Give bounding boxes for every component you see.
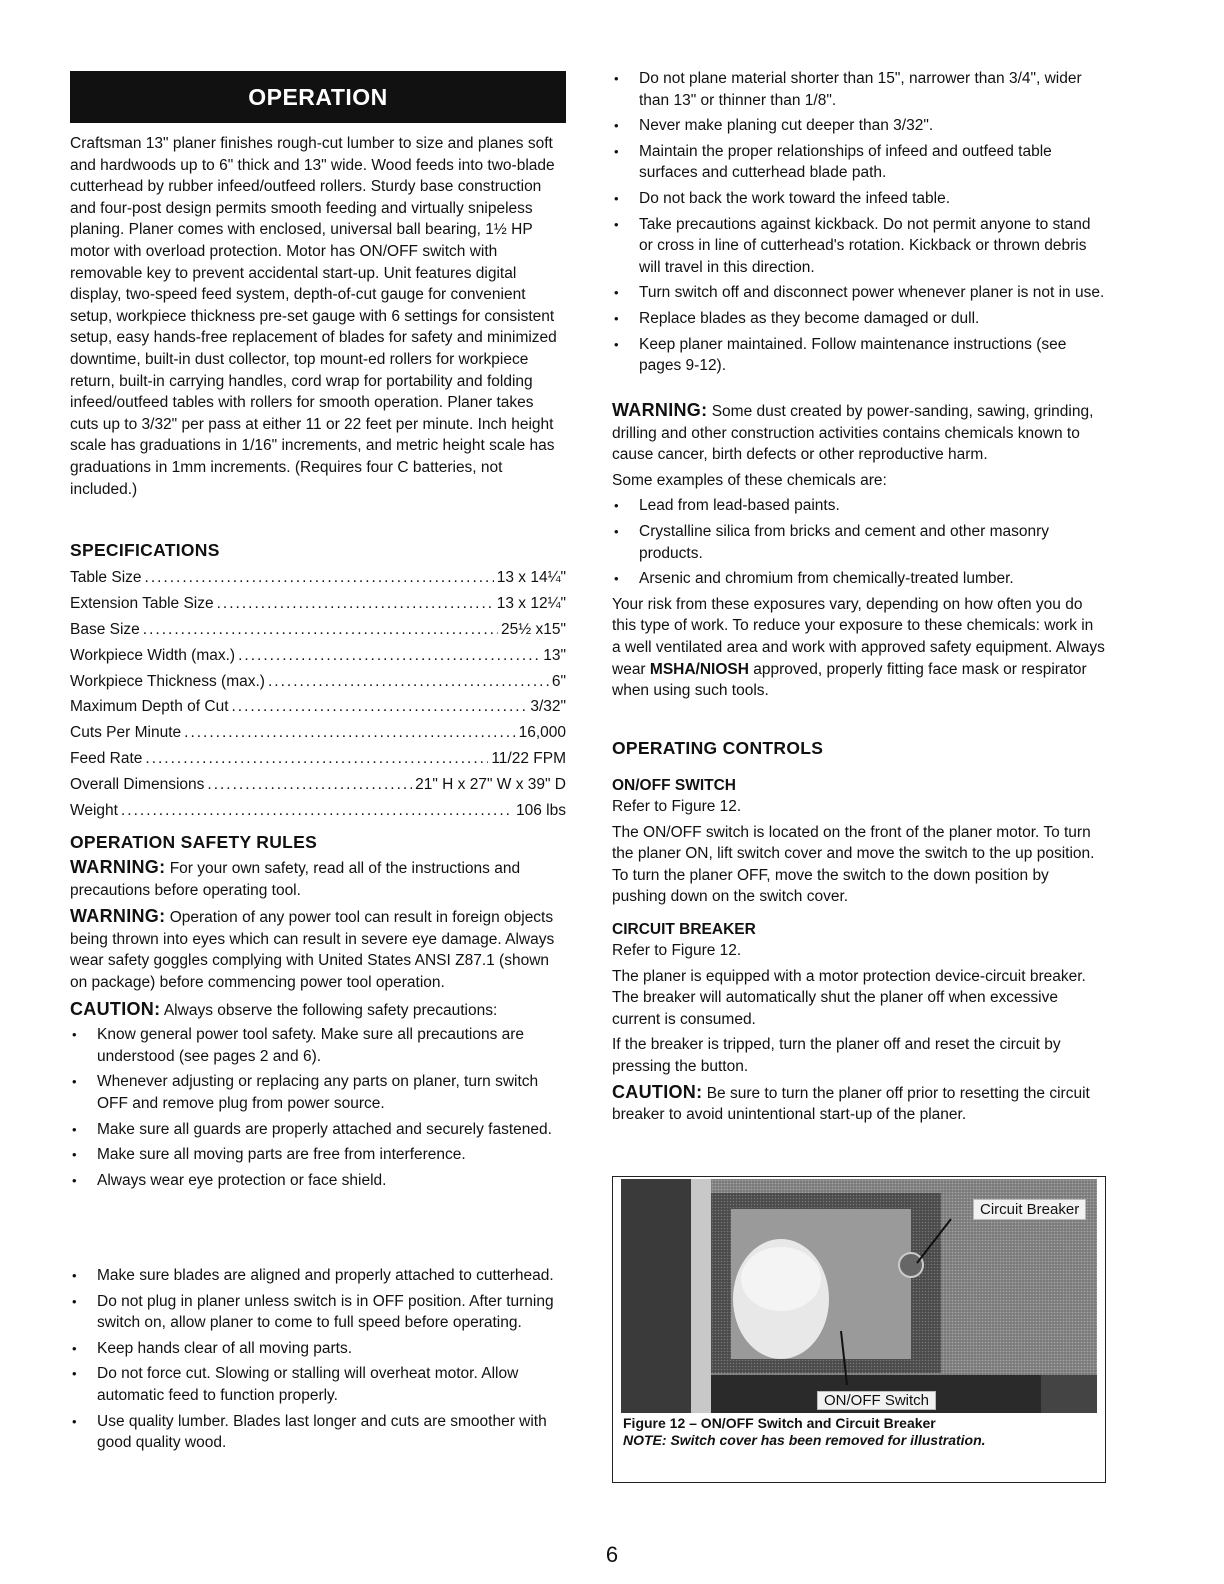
figure-caption-title: Figure 12 – ON/OFF Switch and Circuit Breaker xyxy=(623,1415,936,1431)
spec-value: 25½ x15" xyxy=(501,620,566,638)
caution-text: Always observe the following safety precautions: xyxy=(163,1001,498,1019)
dust-warning-paragraph xyxy=(612,400,1106,466)
spec-value: 13" xyxy=(543,646,566,664)
spec-label: Extension Table Size xyxy=(70,594,214,612)
operating-controls-heading: OPERATING CONTROLS xyxy=(612,738,824,758)
list-item: • Keep hands clear of all moving parts. xyxy=(70,1338,566,1360)
safety-rules-section xyxy=(70,832,566,1195)
list-item: • Replace blades as they become damaged or dull. xyxy=(612,308,1106,330)
spec-row xyxy=(70,694,566,720)
switch-heading: ON/OFF SWITCH xyxy=(612,777,736,794)
figure-12 xyxy=(612,1176,1106,1483)
rules-bullets-continued xyxy=(612,68,1106,381)
spec-leader-dots xyxy=(143,617,498,643)
spec-leader-dots xyxy=(232,694,528,720)
dust-warning-section xyxy=(612,400,1106,702)
spec-leader-dots xyxy=(217,591,494,617)
list-item: • Do not force cut. Slowing or stalling will overheat motor. Allow automatic feed to function properly. xyxy=(70,1363,566,1406)
spec-row xyxy=(70,565,566,591)
list-item: • Whenever adjusting or replacing any parts on planer, turn switch OFF and remove plug from power source. xyxy=(70,1071,566,1114)
caution-label: CAUTION: xyxy=(612,1081,703,1102)
spec-row xyxy=(70,772,566,798)
spec-label: Table Size xyxy=(70,569,142,586)
spec-value: 16,000 xyxy=(518,724,566,742)
list-item: • Do not plug in planer unless switch is in OFF position. After turning switch on, allow planer to come to full speed before operating. xyxy=(70,1291,566,1334)
spec-label: Cuts Per Minute xyxy=(70,724,182,742)
spec-row xyxy=(70,617,566,643)
section-banner: OPERATION xyxy=(70,71,566,123)
spec-row xyxy=(70,591,566,617)
breaker-heading: CIRCUIT BREAKER xyxy=(612,920,756,938)
spec-leader-dots xyxy=(268,669,549,695)
warning-paragraph-2 xyxy=(70,906,566,993)
list-item: • Make sure all guards are properly attached and securely fastened. xyxy=(70,1119,566,1141)
list-item: • Know general power tool safety. Make sure all precautions are understood (see pages 2 and 6). xyxy=(70,1024,566,1067)
spec-row xyxy=(70,643,566,669)
onoff-switch-label: ON/OFF Switch xyxy=(817,1391,936,1410)
list-item: • Do not plane material shorter than 15", narrower than 3/4", wider than 13" or thinner than 1/8". xyxy=(612,68,1106,111)
intro-paragraph: Craftsman 13" planer finishes rough-cut lumber to size and planes soft and hardwoods up to 6" thick and 13" wide. Wood feeds into two-blade cutterhead by rubber infeed/outfeed rollers. Sturdy base construction and four-post design permits smooth feeding and virtually snipeless planing. Planer comes with enclosed, universal ball bearing, 1½ HP motor with overload protection. Motor has ON/OFF switch with removable key to prevent accidental start-up. Unit features digital display, two-speed feed system, depth-of-cut gauge for convenient setup, workpiece thickness pre-set gauge with 6 settings for consistent setup, easy hands-free replacement of blades for safety and minimized downtime, built-in dust collector, top mount-ed rollers for workpiece return, built-in carrying handles, cord wrap for portability and folding infeed/outfeed tables with rollers for smooth operation. Planer takes cuts up to 3/32" per pass at either 11 or 22 feet per minute. Inch height scale has graduations in 1/16" increments, and metric height scale has graduations in 1mm increments. (Requires four C batteries, not included.) xyxy=(70,135,557,498)
spec-leader-dots xyxy=(145,746,488,772)
page-number: 6 xyxy=(605,1542,619,1567)
warning-label: WARNING: xyxy=(70,857,166,877)
breaker-text-2: If the breaker is tripped, turn the planer off and reset the circuit by pressing the button. xyxy=(612,1036,1061,1075)
safety-bullets-b xyxy=(70,1265,566,1458)
switch-ref: Refer to Figure 12. xyxy=(612,798,742,815)
specifications-list xyxy=(70,565,566,824)
spec-label: Base Size xyxy=(70,620,140,638)
spec-label: Overall Dimensions xyxy=(70,776,205,794)
spec-value: 106 lbs xyxy=(516,802,566,820)
spec-leader-dots xyxy=(121,798,513,824)
warning-label: WARNING: xyxy=(70,906,166,927)
spec-value: 21" H x 27" W x 39" D xyxy=(415,776,566,794)
caution-label: CAUTION: xyxy=(70,998,161,1019)
spec-value: 13 x 12¼" xyxy=(496,594,566,612)
spec-leader-dots xyxy=(145,565,494,591)
warning-text: Operation of any power tool can result in foreign objects being thrown into eyes which can result in severe eye damage. Always wear safety goggles complying with United States ANSI Z87.1 (shown on package) before commencing power tool operation. xyxy=(70,909,555,991)
breaker-ref: Refer to Figure 12. xyxy=(612,941,742,959)
planer-photo xyxy=(621,1179,1097,1413)
circuit-breaker-label: Circuit Breaker xyxy=(973,1199,1086,1220)
spec-value: 11/22 FPM xyxy=(491,750,566,768)
list-item: • Make sure all moving parts are free from interference. xyxy=(70,1144,566,1166)
spec-label: Feed Rate xyxy=(70,750,143,768)
spec-row xyxy=(70,746,566,772)
safety-rules-heading: OPERATION SAFETY RULES xyxy=(70,832,318,852)
spec-value: 13 x 14¼" xyxy=(496,569,566,586)
spec-row xyxy=(70,798,566,824)
spec-leader-dots xyxy=(184,720,515,746)
examples-intro: Some examples of these chemicals are: xyxy=(612,471,887,489)
risk-text: Your risk from these exposures vary, depending on how often you do this type of work. To reduce your exposure to these chemicals: work in a well ventilated area and work with approved safety equipment. Always wear xyxy=(612,595,1105,678)
risk-paragraph xyxy=(612,594,1106,702)
spec-label: Workpiece Width (max.) xyxy=(70,646,236,664)
spec-row xyxy=(70,669,566,695)
spec-label: Maximum Depth of Cut xyxy=(70,698,229,716)
list-item: • Turn switch off and disconnect power whenever planer is not in use. xyxy=(612,282,1106,304)
warning-paragraph-1 xyxy=(70,857,566,901)
warning-text: For your own safety, read all of the instructions and precautions before operating tool. xyxy=(70,860,521,899)
caution-paragraph xyxy=(70,999,566,1022)
spec-value: 6" xyxy=(551,672,566,690)
breaker-text-1: The planer is equipped with a motor protection device-circuit breaker. The breaker will automatically shut the planer off when excessive current is consumed. xyxy=(612,967,1086,1028)
list-item: • Take precautions against kickback. Do not permit anyone to stand or cross in line of cutterhead's rotation. Kickback or thrown debris will travel in this direction. xyxy=(612,214,1106,279)
risk-text-end: approved, properly fitting face mask or respirator when using such tools. xyxy=(612,660,1087,700)
warning-label: WARNING: xyxy=(612,400,708,420)
safety-bullets-a xyxy=(70,1024,566,1191)
list-item: • Maintain the proper relationships of infeed and outfeed table surfaces and cutterhead blade path. xyxy=(612,141,1106,184)
list-item: • Use quality lumber. Blades last longer and cuts are smoother with good quality wood. xyxy=(70,1411,566,1454)
risk-bold-text: MSHA/NIOSH xyxy=(649,660,749,678)
list-item: • Lead from lead-based paints. xyxy=(612,495,1106,517)
caution-text: Be sure to turn the planer off prior to resetting the circuit breaker to avoid unintentional start-up of the planer. xyxy=(612,1084,1090,1124)
warning-text: Some dust created by power-sanding, sawing, grinding, drilling and other construction activities contains chemicals known to cause cancer, birth defects or other reproductive harm. xyxy=(612,403,1094,464)
breaker-caution xyxy=(612,1082,1106,1126)
figure-caption-note: NOTE: Switch cover has been removed for illustration. xyxy=(623,1432,986,1448)
spec-label: Weight xyxy=(70,802,118,820)
spec-label: Workpiece Thickness (max.) xyxy=(70,672,265,690)
list-item: • Never make planing cut deeper than 3/32". xyxy=(612,115,1106,137)
operating-controls-section xyxy=(612,738,1106,1126)
spec-row xyxy=(70,720,566,746)
spec-value: 3/32" xyxy=(530,698,566,716)
list-item: • Make sure blades are aligned and properly attached to cutterhead. xyxy=(70,1265,566,1287)
spec-leader-dots xyxy=(238,643,540,669)
spec-leader-dots xyxy=(207,772,412,798)
list-item: • Keep planer maintained. Follow maintenance instructions (see pages 9-12). xyxy=(612,334,1106,377)
figure-caption xyxy=(623,1415,986,1449)
specifications-heading: SPECIFICATIONS xyxy=(70,540,220,560)
list-item: • Crystalline silica from bricks and cement and other masonry products. xyxy=(612,521,1106,564)
list-item: • Always wear eye protection or face shield. xyxy=(70,1170,566,1192)
chemical-examples-list xyxy=(612,495,1106,589)
switch-text: The ON/OFF switch is located on the front of the planer motor. To turn the planer ON, lift switch cover and move the switch to the up position. To turn the planer OFF, move the switch to the down position by pushing down on the switch cover. xyxy=(612,823,1095,906)
list-item: • Do not back the work toward the infeed table. xyxy=(612,188,1106,210)
list-item: • Arsenic and chromium from chemically-treated lumber. xyxy=(612,568,1106,590)
